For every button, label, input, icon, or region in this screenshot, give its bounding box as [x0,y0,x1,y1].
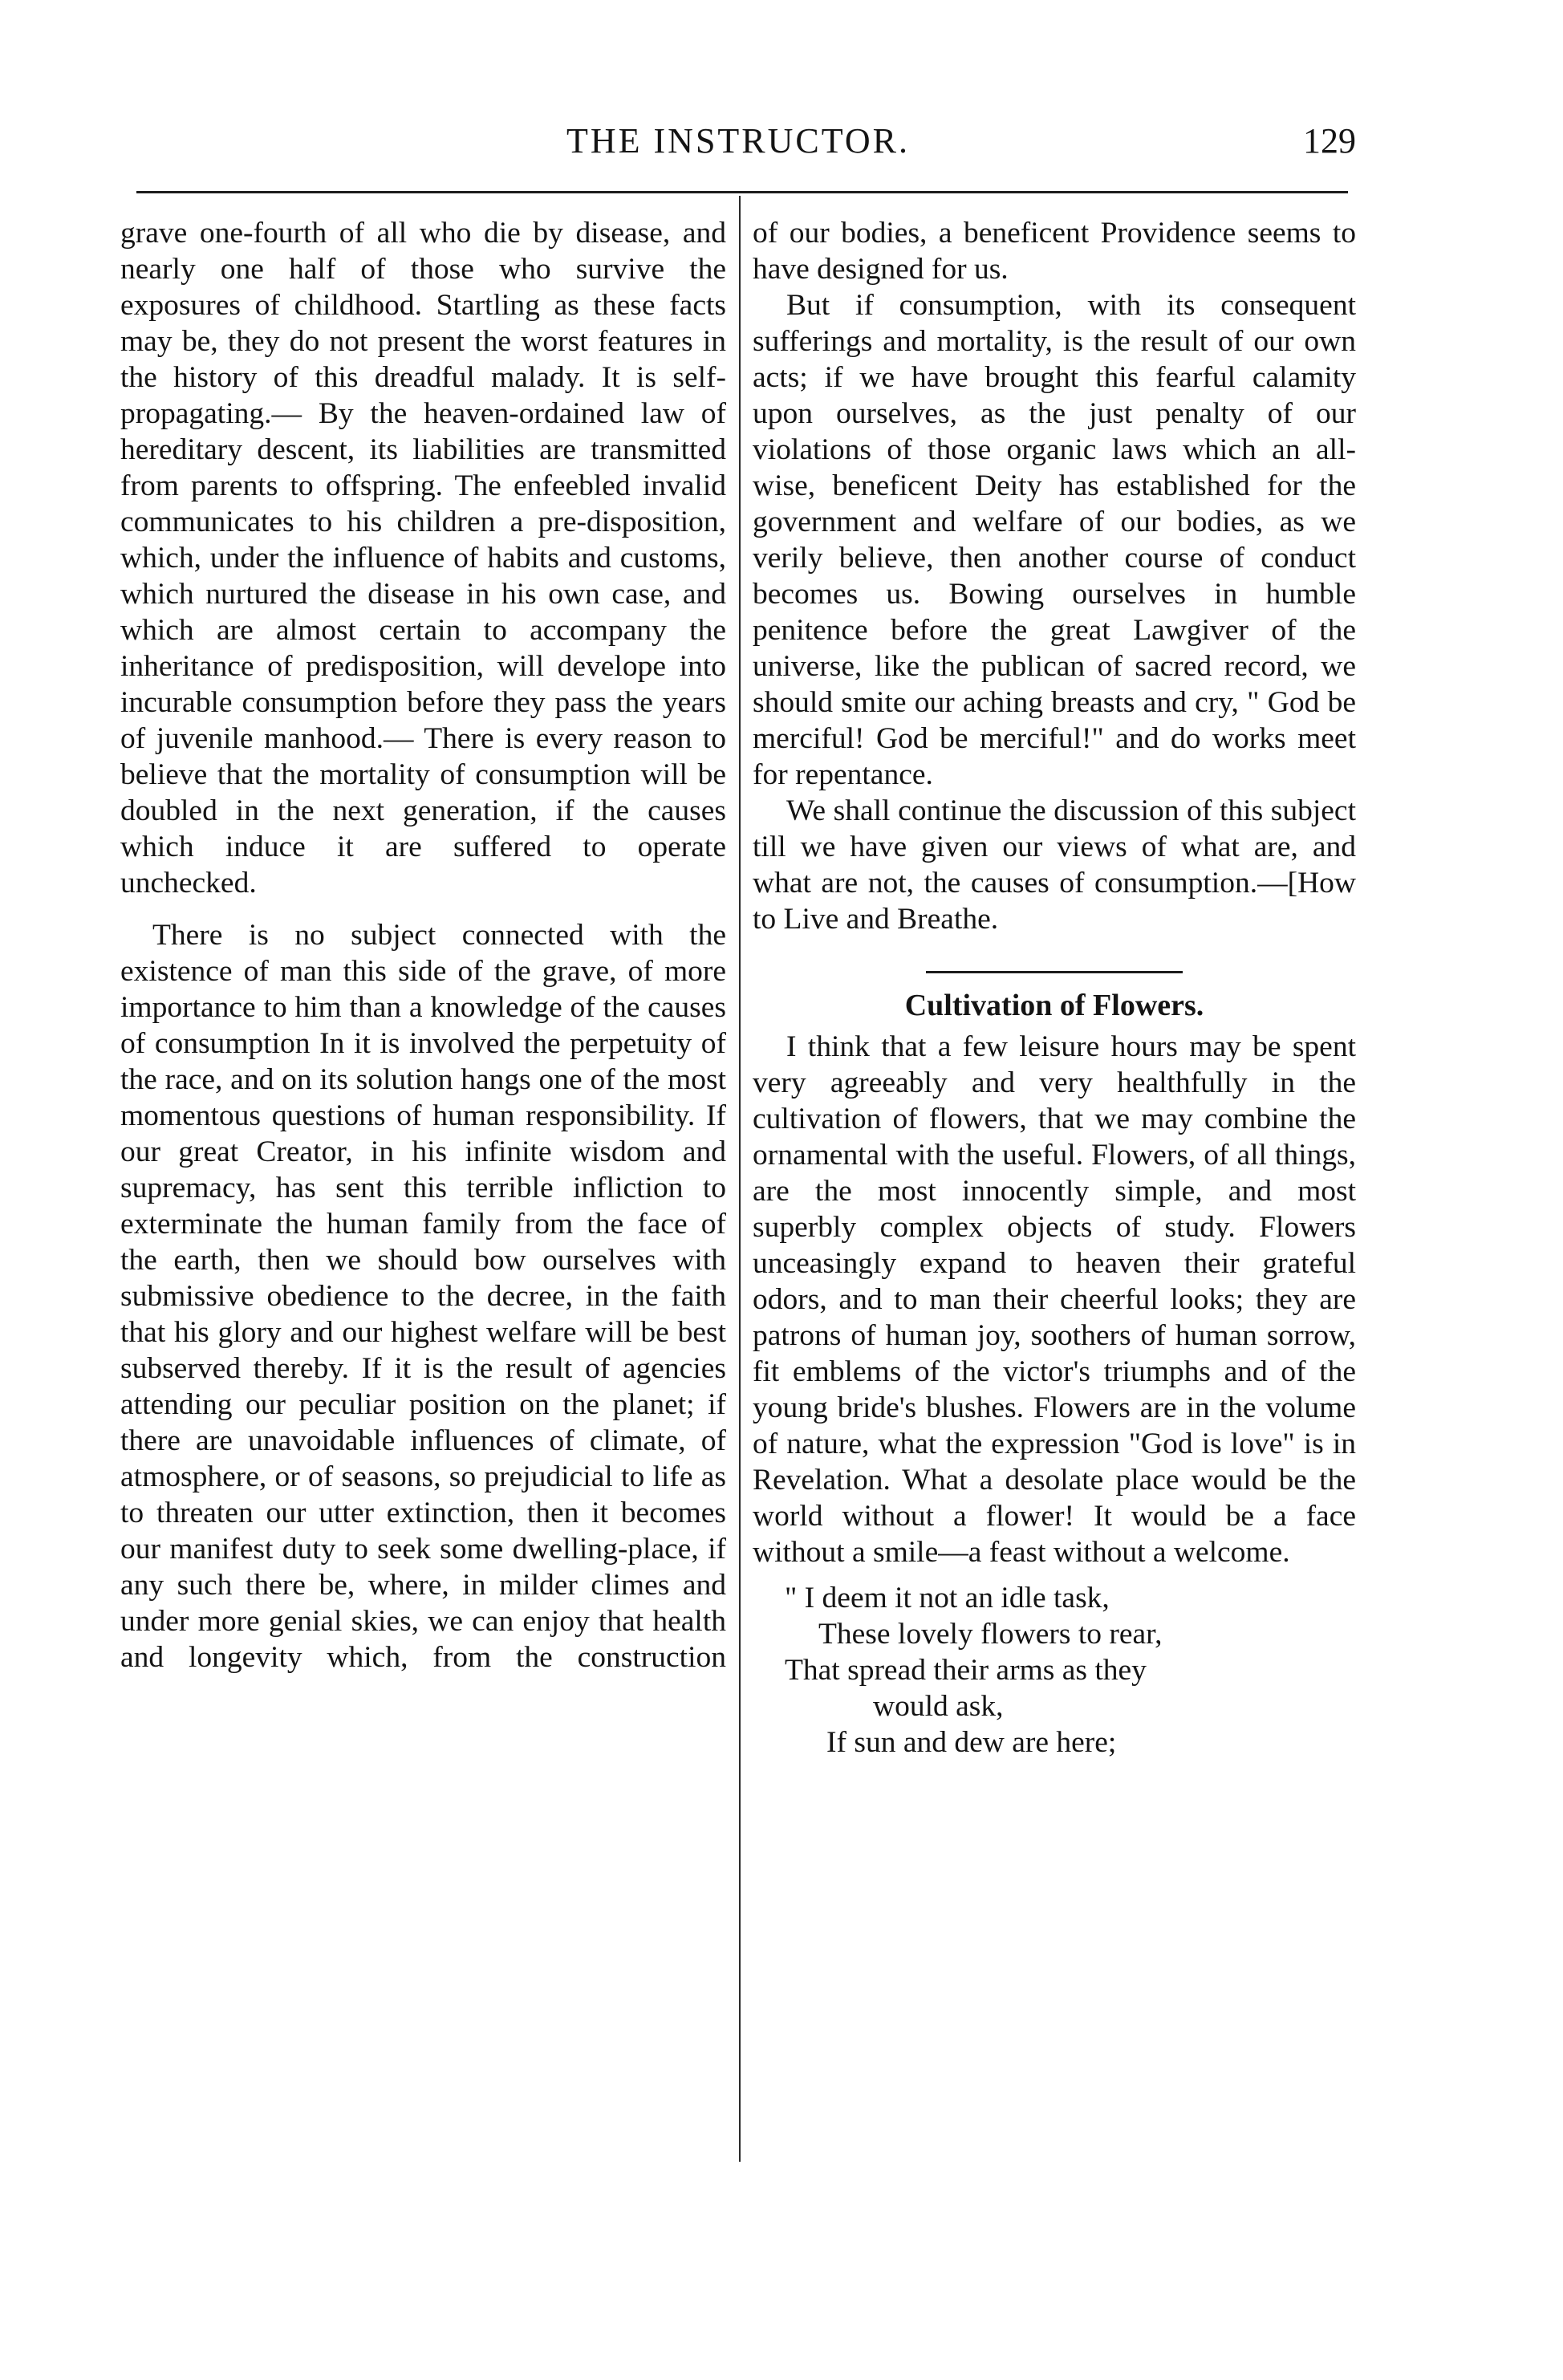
right-paragraph-4: I think that a few leisure hours may be spent very agreeably and very healthfully in the cultivation of flowers, that we may combine the ornamental with the useful. Flowers, of all things, are the most innocently simple, and most superbly complex objects of study. Flowers unceasingly expand to heaven their grateful odors, and to man their cheerful looks; they are patrons of human joy, soothers of human sorrow, fit emblems of the victor's triumphs and of the young bride's blushes. Flowers are in the volume of nature, what the expression "God is love" is in Revelation. What a desolate place would be the world without a flower! It would be a face without a smile—a feast without a welcome. [753,1030,1356,1569]
right-paragraph-2: But if consumption, with its consequent sufferings and mortality, is the result of our own acts; if we have brought this fearful calamity upon ourselves, as the just penalty of our violations of those organic laws which an all-wise, beneficent Deity has established for the government and welfare of our bodies, as we verily believe, then another course of conduct becomes us. Bowing ourselves in humble penitence before the great Lawgiver of the universe, like the publican of sacred record, we should smite our aching breasts and cry, " God be merciful! God be merciful!" and do works meet for repentance. [753,289,1356,791]
left-column [120,215,726,1675]
right-paragraph-1: of our bodies, a beneficent Providence seems to have designed for us. [753,217,1356,286]
page-number: 129 [1303,121,1356,160]
poem [753,1580,1356,1761]
column-divider [739,196,741,2162]
poem-line: These lovely flowers to rear, [818,1618,1163,1651]
section-heading: Cultivation of Flowers. [904,989,1204,1022]
left-paragraph-1: grave one-fourth of all who die by disease, and nearly one half of those who survive the exposures of childhood. Startling as these facts may be, they do not present the worst features in the history of this dreadful malady. It is self-propagating.— By the heaven-ordained law of hereditary descent, its liabilities are transmitted from parents to offspring. The enfeebled invalid communicates to his children a pre-disposition, which, under the influence of habits and customs, which nurtured the disease in his own case, and which are almost certain to accompany the inheritance of predisposition, will develope into incurable consumption before they pass the years of juvenile manhood.— There is every reason to believe that the mortality of consumption will be doubled in the next generation, if the causes which induce it are suffered to operate unchecked. [120,217,726,900]
running-title: THE INSTRUCTOR. [566,121,910,160]
section-divider [926,971,1183,973]
poem-line: If sun and dew are here; [826,1726,1117,1759]
left-paragraph-2: There is no subject connected with the existence of man this side of the grave, of more importance to him than a knowledge of the causes of consumption In it is involved the perpetuity of the race, and on its solution hangs one of the most momentous questions of human responsibility. If our great Creator, in his infinite wisdom and supremacy, has sent this terrible infliction to exterminate the human family from the face of the earth, then we should bow ourselves with submissive obedience to the decree, in the faith that his glory and our highest welfare will be best subserved thereby. If it is the result of agencies attending our peculiar position on the planet; if there are unavoidable influences of climate, of atmosphere, or of seasons, so prejudicial to life as to threaten our utter extinction, then it becomes our manifest duty to seek some dwelling-place, if any such there be, where, in milder climes and under more genial skies, we can enjoy that health and longevity which, from the construction [120,919,726,1674]
poem-line: would ask, [873,1690,1004,1723]
header-rule [136,191,1348,193]
poem-line: " I deem it not an idle task, [785,1582,1110,1614]
poem-line: That spread their arms as they [785,1654,1147,1687]
right-column [753,215,1356,1761]
right-paragraph-3: We shall continue the discussion of this subject till we have given our views of what are, and what are not, the causes of consumption.—[How to Live and Breathe. [753,794,1356,936]
page-header [120,120,1356,169]
